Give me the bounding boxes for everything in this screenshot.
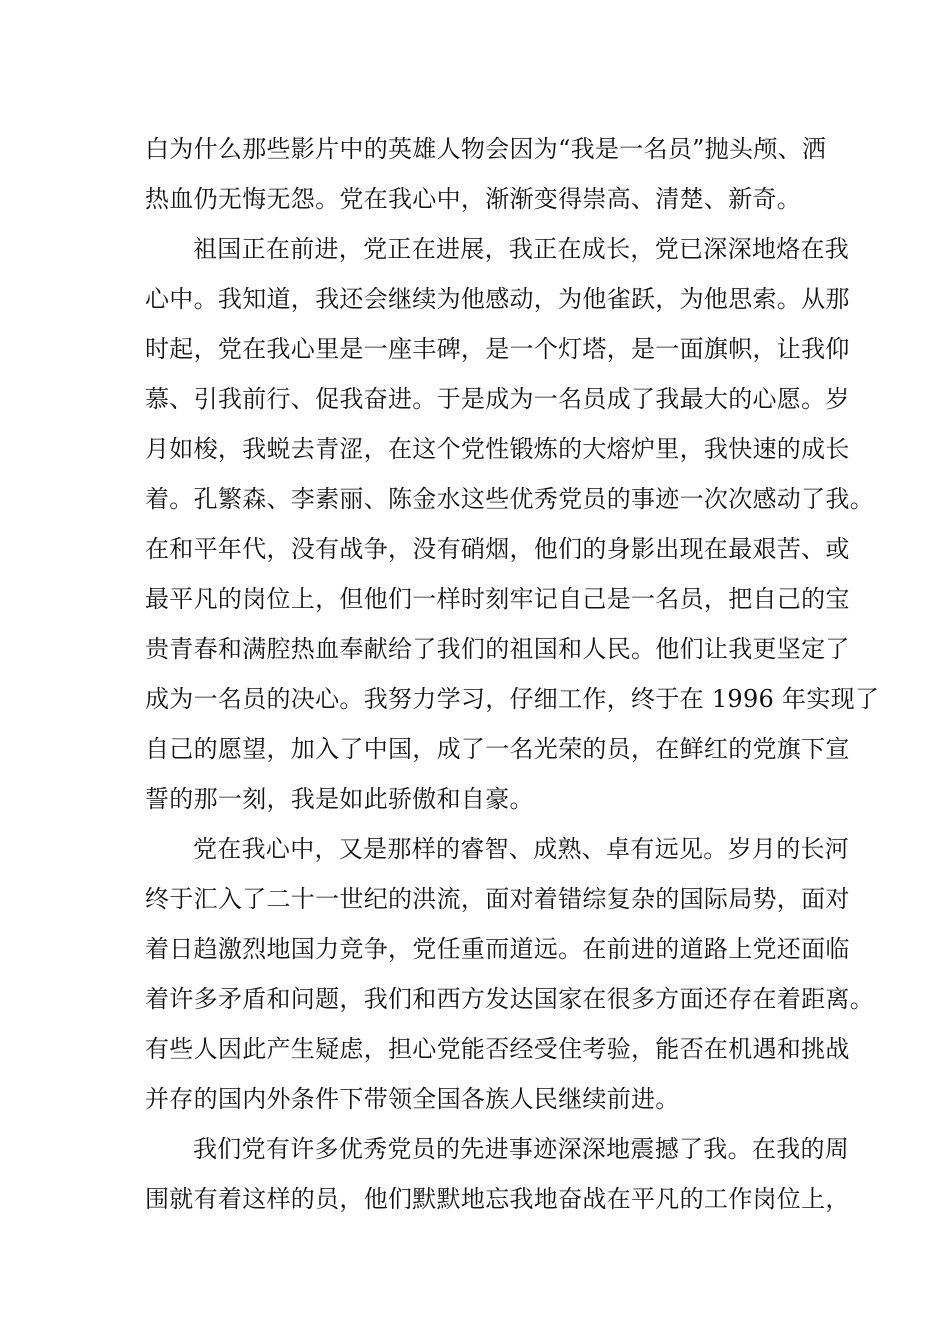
paragraph-line: 终于汇入了二十一世纪的洪流，面对着错综复杂的国际局势，面对 — [145, 885, 850, 913]
paragraph-line: 成为一名员的决心。我努力学习，仔细工作，终于在 1996 年实现了 — [145, 685, 880, 713]
paragraph-line: 月如梭，我蜕去青涩，在这个党性锻炼的大熔炉里，我快速的成长 — [145, 435, 850, 463]
paragraph-line: 围就有着这样的员，他们默默地忘我地奋战在平凡的工作岗位上， — [145, 1185, 850, 1213]
paragraph-line: 白为什么那些影片中的英雄人物会因为“我是一名员”抛头颅、洒 — [145, 135, 827, 163]
paragraph-line: 在和平年代，没有战争，没有硝烟，他们的身影出现在最艰苦、或 — [145, 535, 850, 563]
paragraph-line: 着日趋激烈地国力竞争，党任重而道远。在前进的道路上党还面临 — [145, 935, 850, 963]
paragraph-line: 着。孔繁森、李素丽、陈金水这些优秀党员的事迹一次次感动了我。 — [145, 485, 874, 513]
paragraph-line: 着许多矛盾和问题，我们和西方发达国家在很多方面还存在着距离。 — [145, 985, 874, 1013]
paragraph-line: 慕、引我前行、促我奋进。于是成为一名员成了我最大的心愿。岁 — [145, 385, 850, 413]
paragraph-line: 热血仍无悔无怨。党在我心中，渐渐变得崇高、清楚、新奇。 — [145, 185, 802, 213]
paragraph-line: 时起，党在我心里是一座丰碑，是一个灯塔，是一面旗帜，让我仰 — [145, 335, 850, 363]
paragraph-first-line: 祖国正在前进，党正在进展，我正在成长，党已深深地烙在我 — [193, 235, 850, 263]
paragraph-line: 誓的那一刻，我是如此骄傲和自豪。 — [145, 785, 534, 813]
paragraph-line: 贵青春和满腔热血奉献给了我们的祖国和人民。他们让我更坚定了 — [145, 635, 850, 663]
paragraph-first-line: 我们党有许多优秀党员的先进事迹深深地震撼了我。在我的周 — [193, 1135, 850, 1163]
paragraph-line: 自己的愿望，加入了中国，成了一名光荣的员，在鲜红的党旗下宣 — [145, 735, 850, 763]
paragraph-line: 有些人因此产生疑虑，担心党能否经受住考验，能否在机遇和挑战 — [145, 1035, 850, 1063]
paragraph-line: 心中。我知道，我还会继续为他感动，为他雀跃，为他思索。从那 — [145, 285, 850, 313]
paragraph-line: 并存的国内外条件下带领全国各族人民继续前进。 — [145, 1085, 680, 1113]
paragraph-first-line: 党在我心中，又是那样的睿智、成熟、卓有远见。岁月的长河 — [193, 835, 850, 863]
paragraph-line: 最平凡的岗位上，但他们一样时刻牢记自己是一名员，把自己的宝 — [145, 585, 850, 613]
